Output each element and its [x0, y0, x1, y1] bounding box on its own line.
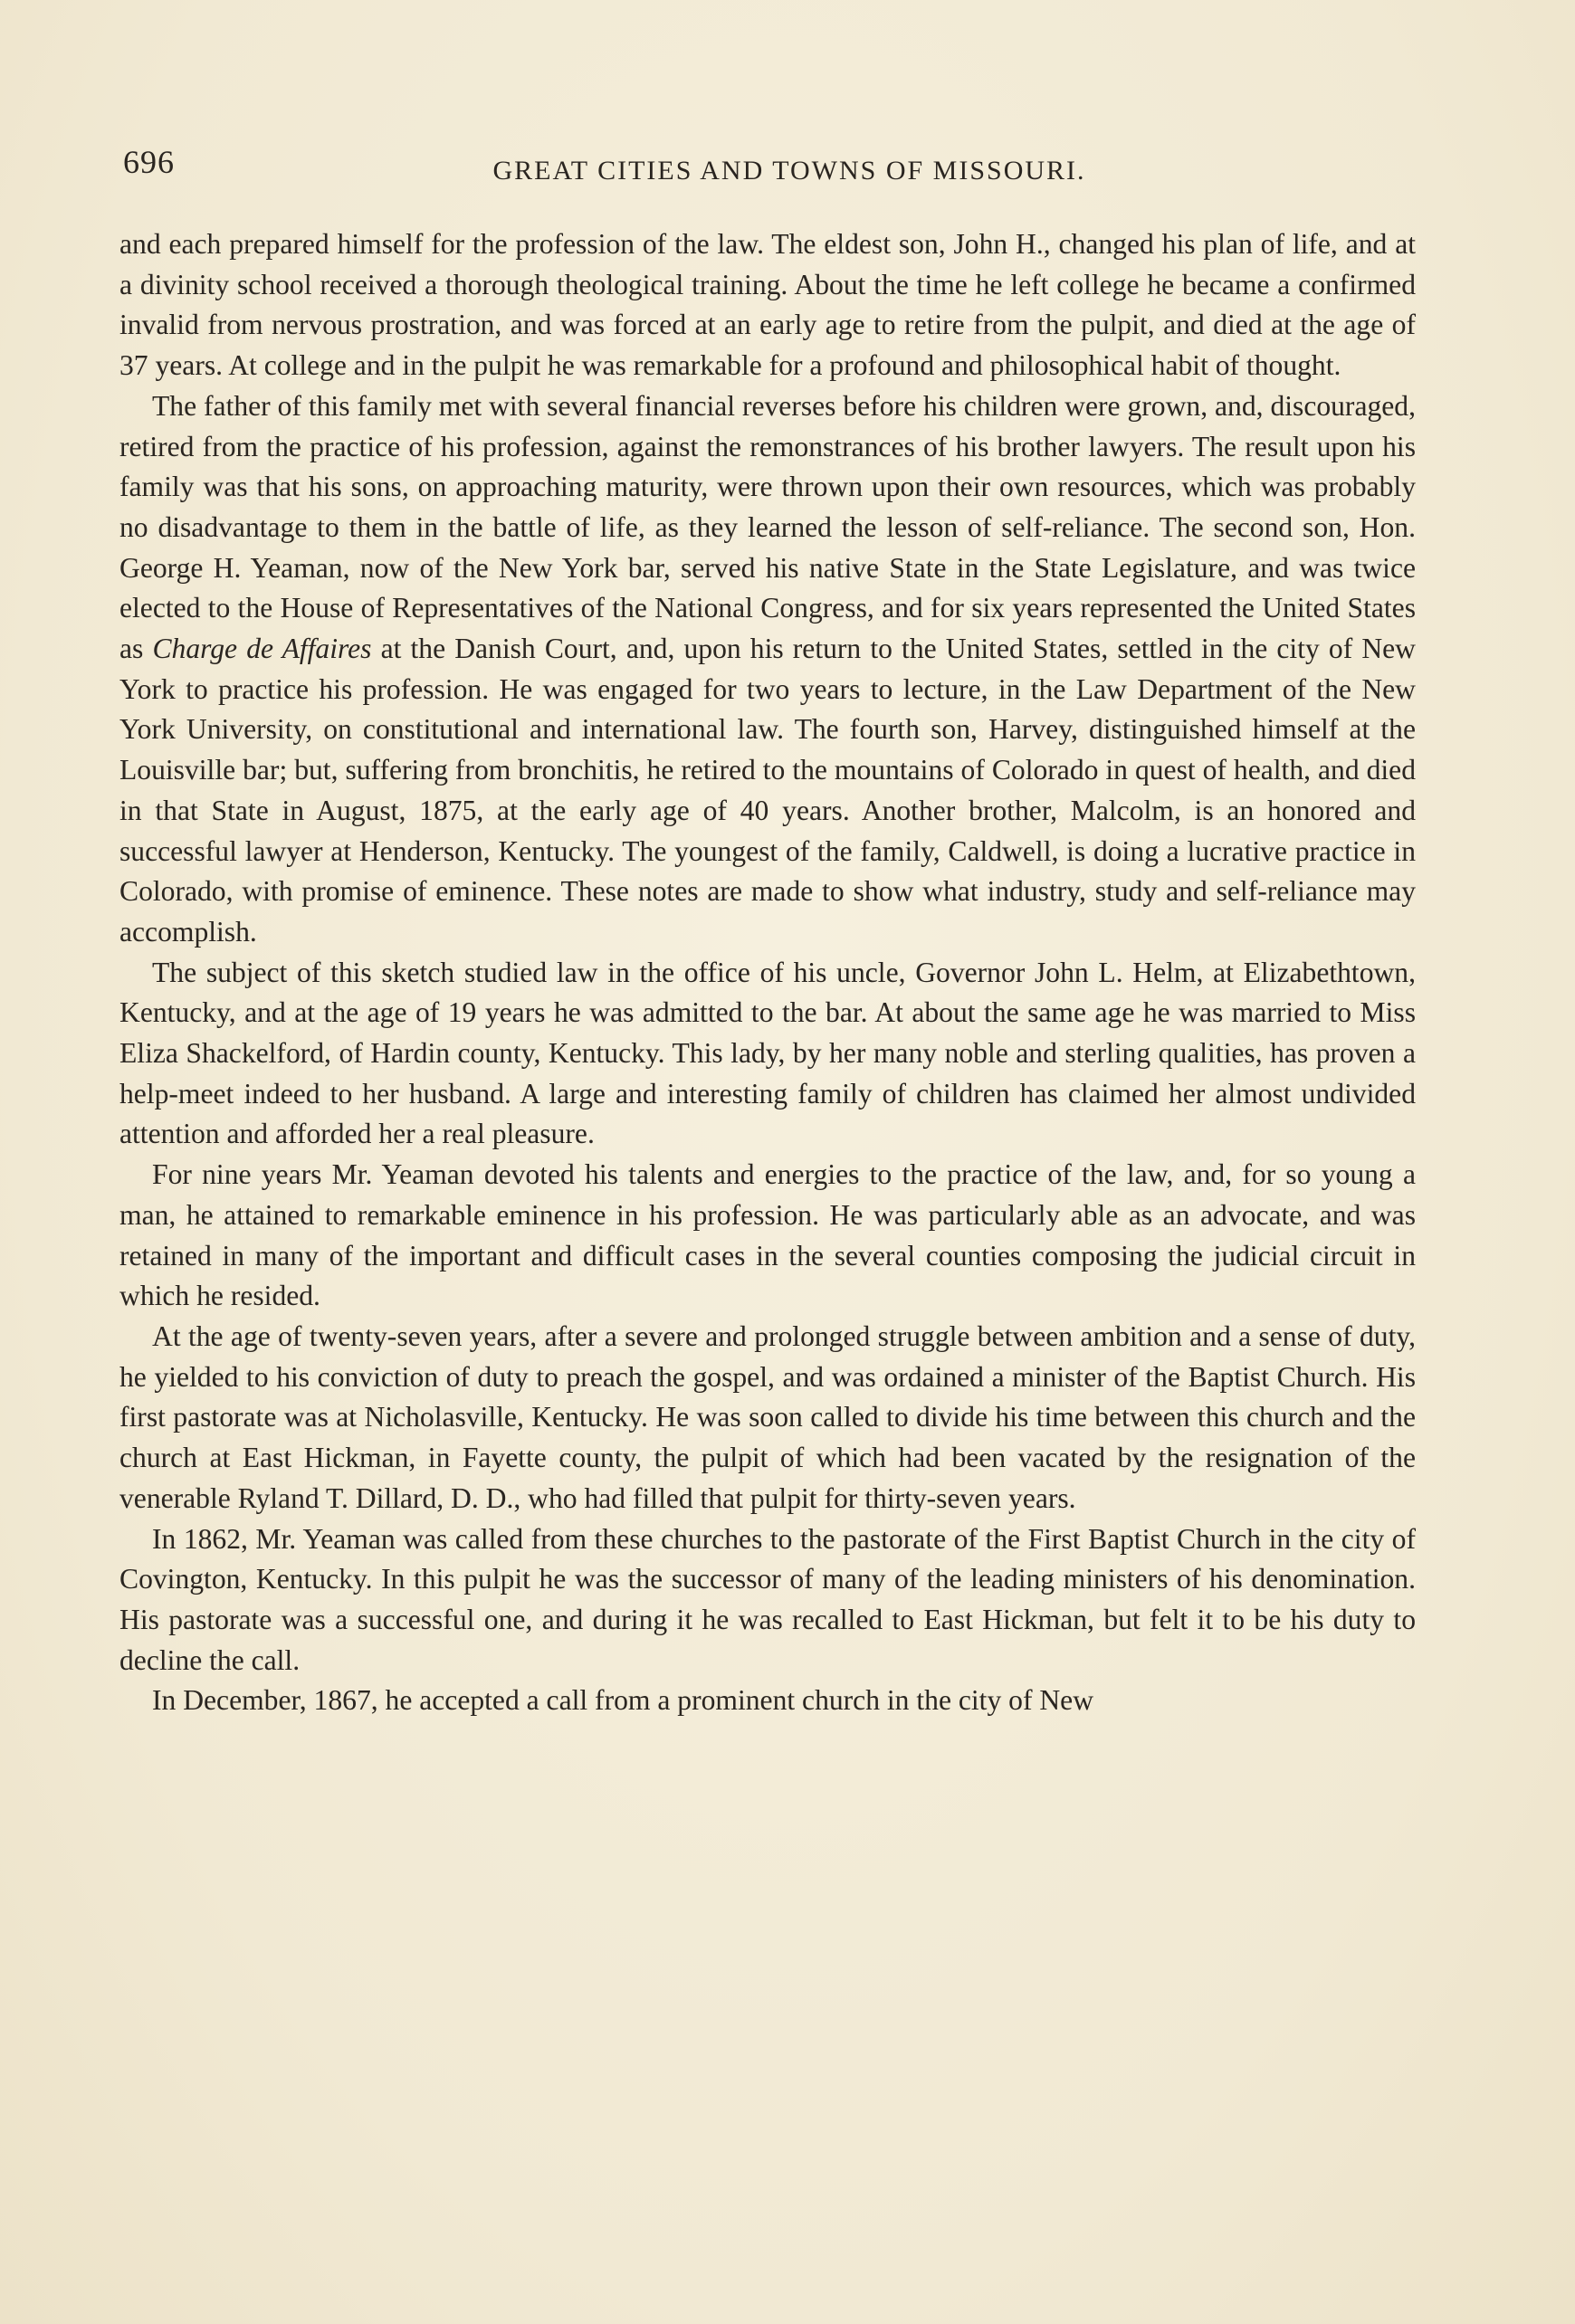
paragraph-3: The subject of this sketch studied law in the office of his uncle, Governor John L. Helm, at Elizabethtown, Kentucky, and at the age of 19 years he was admitted to the bar. At about the same age he was married to Miss Eliza Shackelford, of Hardin county, Kentucky. This lady, by her many noble and sterling qualities, has proven a help-meet indeed to her husband. A large and interesting family of children has claimed her almost undivided attention and afforded her a real pleasure. [119, 956, 1416, 1150]
body-text [119, 224, 1416, 1721]
paragraph-2-part-2: at the Danish Court, and, upon his return to the United States, settled in the city of New York to practice his profession. He was engaged for two years to lecture, in the Law Department of the New York University, on constitutional and international law. The fourth son, Harvey, distinguished himself at the Louisville bar; but, suffering from bronchitis, he retired to the mountains of Colorado in quest of health, and died in that State in August, 1875, at the early age of 40 years. Another brother, Malcolm, is an honored and successful lawyer at Henderson, Kentucky. The youngest of the family, Caldwell, is doing a lucrative practice in Colorado, with promise of eminence. These notes are made to show what industry, study and self-reliance may accomplish. [119, 633, 1416, 948]
page-header [123, 143, 1419, 188]
paragraph-4: For nine years Mr. Yeaman devoted his talents and energies to the practice of the law, and, for so young a man, he attained to remarkable eminence in his profession. He was particularly able as an advocate, and was retained in many of the important and difficult cases in the several counties composing the judicial circuit in which he resided. [119, 1158, 1416, 1312]
paragraph-6: In 1862, Mr. Yeaman was called from these churches to the pastorate of the First Baptist Church in the city of Covington, Kentucky. In this pulpit he was the successor of many of the leading ministers of his denomination. His pastorate was a successful one, and during it he was recalled to East Hickman, but felt it to be his duty to decline the call. [119, 1522, 1416, 1676]
running-title: GREAT CITIES AND TOWNS OF MISSOURI. [492, 156, 1086, 186]
charge-de-affaires-italic: Charge de Affaires [152, 633, 372, 665]
paragraph-7: In December, 1867, he accepted a call from a prominent church in the city of New [152, 1684, 1094, 1717]
paragraph-1: and each prepared himself for the profession of the law. The eldest son, John H., changed his plan of life, and at a divinity school received a thorough theological training. About the time he left college he became a confirmed invalid from nervous prostration, and was forced at an early age to retire from the pulpit, and died at the age of 37 years. At college and in the pulpit he was remarkable for a profound and philosophical habit of thought. [119, 228, 1416, 382]
paragraph-2 [119, 386, 1416, 953]
paragraph-5: At the age of twenty-seven years, after a severe and prolonged struggle between ambition and a sense of duty, he yielded to his conviction of duty to preach the gospel, and was ordained a minister of the Baptist Church. His first pastorate was at Nicholasville, Kentucky. He was soon called to divide his time between this church and the church at East Hickman, in Fayette county, the pulpit of which had been vacated by the resignation of the venerable Ryland T. Dillard, D. D., who had filled that pulpit for thirty-seven years. [119, 1319, 1416, 1514]
page-number: 696 [123, 144, 175, 180]
paragraph-2-part-1: The father of this family met with several financial reverses before his children were grown, and, discouraged, retired from the practice of his profession, against the remonstrances of his brother lawyers. The result upon his family was that his sons, on approaching maturity, were thrown upon their own resources, which was probably no disadvantage to them in the battle of life, as they learned the lesson of self-reliance. The second son, Hon. George H. Yeaman, now of the New York bar, served his native State in the State Legislature, and was twice elected to the House of Representatives of the National Congress, and for six years represented the United States as [119, 389, 1416, 665]
